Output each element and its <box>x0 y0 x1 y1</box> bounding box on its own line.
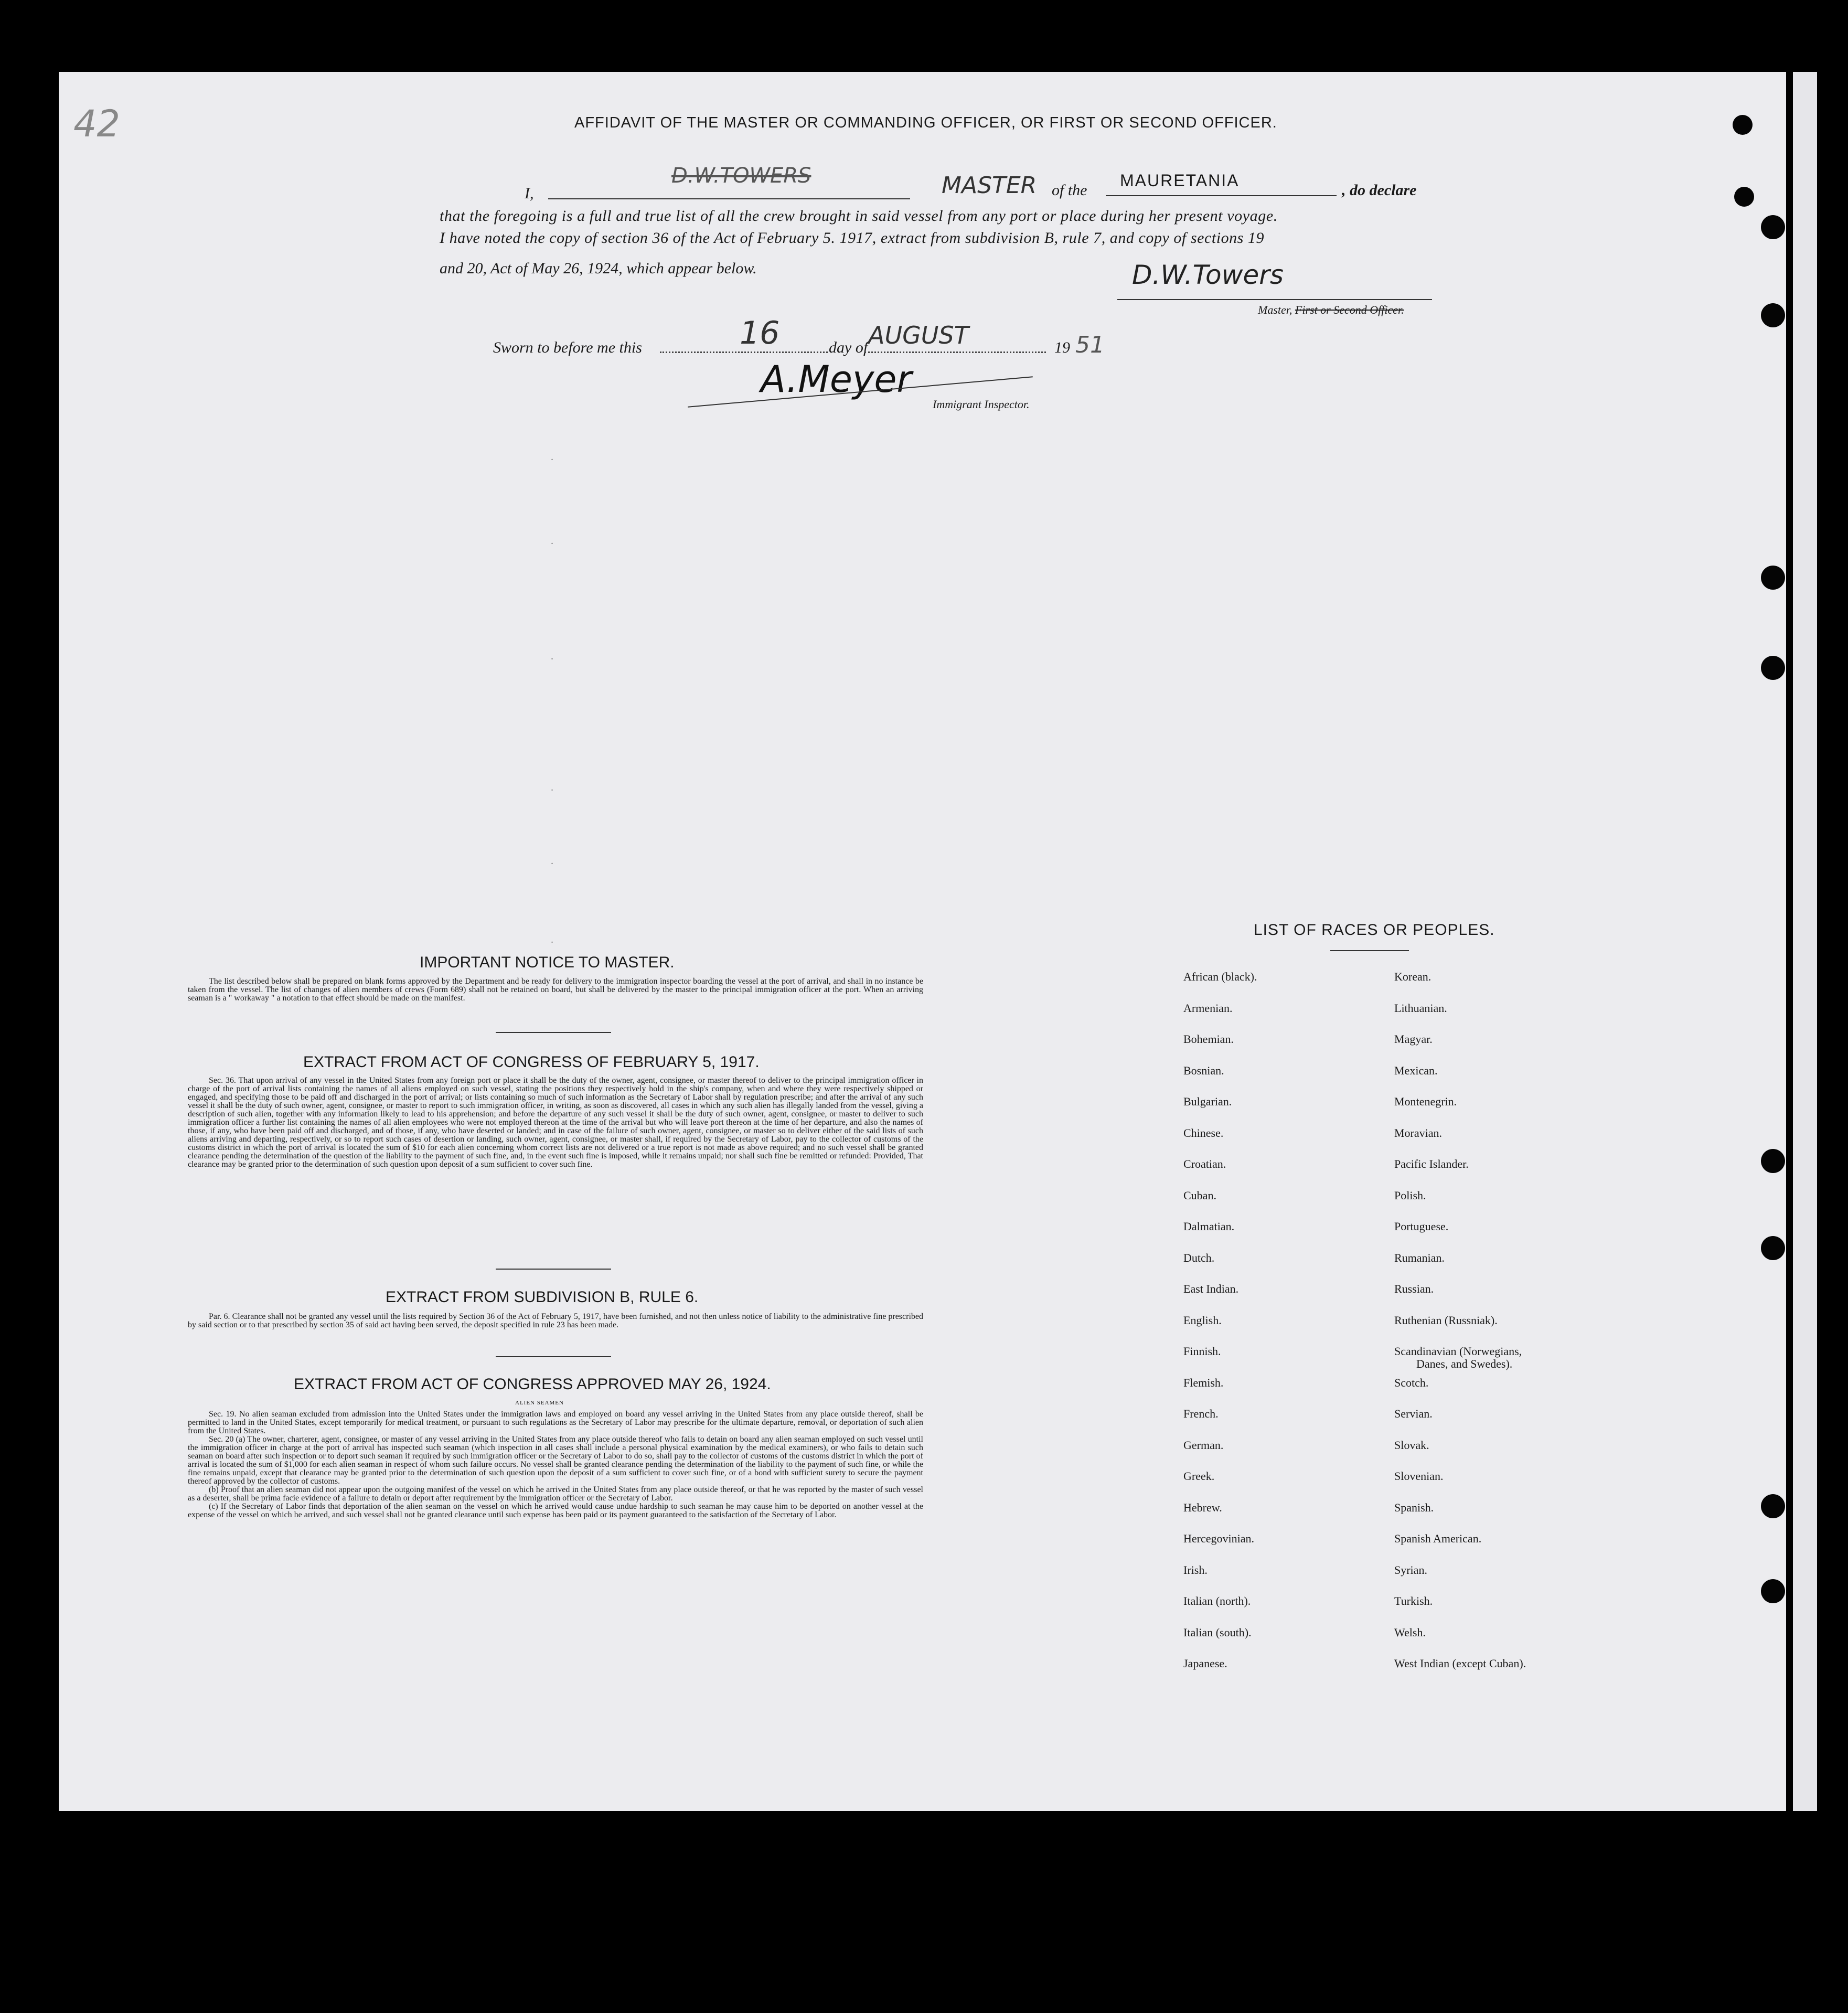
extract-1917-text <box>188 1077 923 1169</box>
race-item: African (black). <box>1183 970 1257 983</box>
master-signature: D.W.Towers <box>1132 260 1284 290</box>
par6-paragraph: Par. 6. Clearance shall not be granted any vessel until the lists required by Section 36 of the Act of February 5, 1917, have been furnished, and not then unless notice of liability to the administrative fine prescribed by said section or to that prescribed by section 35 of said act having been served, the deposit specified in rule 23 has been made. <box>188 1312 923 1329</box>
year-prefix: 19 <box>1054 339 1070 356</box>
race-item: Bosnian. <box>1183 1064 1224 1077</box>
race-item: Rumanian. <box>1394 1251 1445 1264</box>
divider <box>496 1032 611 1033</box>
affidavit-line-4: and 20, Act of May 26, 1924, which appear below. <box>440 260 757 277</box>
master-role: MASTER <box>942 172 1037 199</box>
race-item: Dalmatian. <box>1183 1220 1235 1233</box>
binder-hole <box>1761 1149 1785 1173</box>
race-item: Syrian. <box>1394 1563 1427 1577</box>
extract-1917-title: EXTRACT FROM ACT OF CONGRESS OF FEBRUARY 5, 1917. <box>303 1053 760 1071</box>
signature-line <box>1117 299 1432 300</box>
race-item: Korean. <box>1394 970 1432 983</box>
faint-mark: . <box>551 451 553 463</box>
binder-hole <box>1761 656 1785 680</box>
divider <box>496 1356 611 1357</box>
race-item: Lithuanian. <box>1394 1002 1447 1015</box>
affidavit-line-2: that the foregoing is a full and true list of all the crew brought in said vessel from any port or place during her present voyage. <box>440 207 1278 225</box>
caption-master: Master, <box>1258 303 1292 316</box>
race-item: West Indian (except Cuban). <box>1394 1657 1526 1670</box>
race-item: Scotch. <box>1394 1376 1429 1389</box>
master-name: D.W.TOWERS <box>671 164 811 188</box>
race-item: Spanish. <box>1394 1501 1434 1514</box>
race-item-continued: Danes, and Swedes). <box>1416 1357 1513 1370</box>
extract-1924-title: EXTRACT FROM ACT OF CONGRESS APPROVED MAY 26, 1924. <box>294 1376 771 1393</box>
binder-hole <box>1734 187 1754 207</box>
notice-text <box>188 977 923 1003</box>
race-item: Flemish. <box>1183 1376 1224 1389</box>
race-item: Japanese. <box>1183 1657 1227 1670</box>
binder-hole <box>1733 115 1753 135</box>
signature-caption <box>1258 303 1404 317</box>
affidavit-line-3: I have noted the copy of section 36 of the Act of February 5. 1917, extract from subdivision B, rule 7, and copy of sections 19 <box>440 229 1265 247</box>
race-item: Russian. <box>1394 1282 1434 1295</box>
caption-struck: First or Second Officer. <box>1295 303 1404 316</box>
sec36-paragraph: Sec. 36. That upon arrival of any vessel in the United States from any foreign port or place it shall be the duty of the owner, agent, consignee, or master thereof to deliver to the principal immigration officer in charge of the port of arrival lists containing the names of all aliens employed on such vessel, stating the positions they respectively hold in the ship's company, when and where they were respectively shipped or engaged, and specifying those to be paid off and discharged in the port of arrival; or lists containing so much of such information as the Secretary of Labor shall by regulation prescribe; and after the arrival of any such vessel it shall be the duty of such owner, agent, consignee, or master to report to such immigration officer, in writing, as soon as discovered, all cases in which any such alien has illegally landed from the vessel, giving a description of such alien, together with any information likely to lead to his apprehension; and before the departure of any such vessel it shall be the duty of such owner, agent, consignee, or master to deliver to such immigration officer a further list containing the names of all alien employees who were not employed thereon at the time of the arrival but who will leave port thereon at the time of her departure, and also the names of those, if any, who have been paid off and discharged, and of those, if any, who have deserted or landed; and in case of the failure of such owner, agent, consignee, or master so to deliver either of the said lists of such aliens arriving and departing, respectively, or so to report such cases of desertion or landing, such owner, agent, consignee, or master shall, if required by the Secretary of Labor, pay to the collector of customs of the customs district in which the port of arrival is located the sum of $10 for each alien concerning whom correct lists are not delivered or a true report is not made as above required; and no such vessel shall be granted clearance pending the determination of the question of the liability to the payment of such fine, and, in the event such fine is imposed, while it remains unpaid; nor shall such fine be remitted or refunded: Provided, That clearance may be granted prior to the determination of such question upon deposit of a sum sufficient to cover such fine. <box>188 1076 923 1169</box>
race-item: Servian. <box>1394 1407 1433 1420</box>
race-item: Hebrew. <box>1183 1501 1222 1514</box>
faint-mark: . <box>551 855 553 867</box>
race-item: Italian (south). <box>1183 1626 1252 1639</box>
race-item: Polish. <box>1394 1189 1426 1202</box>
binder-hole <box>1761 566 1785 590</box>
race-item: East Indian. <box>1183 1282 1239 1295</box>
notice-title: IMPORTANT NOTICE TO MASTER. <box>420 954 675 971</box>
page-number: 42 <box>73 102 121 145</box>
sec20c-paragraph: (c) If the Secretary of Labor finds that deportation of the alien seaman on the vessel on which he arrived would cause undue hardship to such seaman he may cause him to be deported on another vessel at the expense of the vessel on which he arrived, and such vessel shall not be granted clearance until such expense has been paid or its payment guaranteed to the satisfaction of the Secretary of Labor. <box>188 1502 923 1519</box>
race-item: Dutch. <box>1183 1251 1215 1264</box>
faint-mark: . <box>551 782 553 793</box>
race-item: Slovenian. <box>1394 1469 1444 1483</box>
alien-seamen-subtitle: ALIEN SEAMEN <box>515 1400 564 1406</box>
extract-rule6-title: EXTRACT FROM SUBDIVISION B, RULE 6. <box>386 1288 699 1306</box>
sworn-day-line <box>660 352 828 353</box>
race-item: French. <box>1183 1407 1219 1420</box>
races-divider <box>1330 950 1409 951</box>
notice-paragraph: The list described below shall be prepared on blank forms approved by the Department and be ready for delivery to the immigration inspector boarding the vessel at the port of arrival, and shall in no instance be taken from the vessel. The list of changes of alien members of crews (Form 689) shall not be retained on board, but shall be delivered by the master to the principal immigration officer at the port. When an arriving seaman is a " workaway " a notation to that effect should be made on the manifest. <box>188 977 923 1003</box>
race-item: Bulgarian. <box>1183 1095 1232 1108</box>
sworn-month: AUGUST <box>868 321 969 349</box>
sec20b-paragraph: (b) Proof that an alien seaman did not appear upon the outgoing manifest of the vessel on which he arrived in the United States from any place outside thereof, or that he was reported by the master of such vessel as a deserter, shall be prima facie evidence of a failure to detain or deport after requirement by the immigration officer or the Secretary of Labor. <box>188 1485 923 1503</box>
vessel-underline <box>1106 195 1337 196</box>
race-item: Finnish. <box>1183 1345 1221 1358</box>
race-item: Chinese. <box>1183 1126 1224 1139</box>
vessel-name: MAURETANIA <box>1120 171 1240 190</box>
sworn-month-line <box>864 352 1046 353</box>
binder-hole <box>1761 1579 1785 1603</box>
divider <box>496 1269 611 1270</box>
sec20a-paragraph: Sec. 20 (a) The owner, charterer, agent, consignee, or master of any vessel arriving in the United States from any place outside thereof who fails to detain on board any alien seaman employed on such vessel until the immigration officer in charge at the port of arrival has inspected such seaman (which inspection in all cases shall include a personal physical examination by the medical examiners), or who fails to detain such seaman on board after such inspection or to deport such seaman if required by such immigration officer or the Secretary of Labor to do so, shall pay to the collector of customs of the customs district in which the port of arrival is located the sum of $1,000 for each alien seaman in respect of whom such failure occurs. No vessel shall be granted clearance pending the determination of the liability to the payment of such fine, or while the fine remains unpaid, except that clearance may be granted prior to the determination of such question upon the deposit of a sum sufficient to cover such fine, or of a bond with sufficient surety to secure the payment thereof approved by the collector of customs. <box>188 1435 923 1486</box>
race-item: English. <box>1183 1314 1222 1327</box>
sec19-paragraph: Sec. 19. No alien seaman excluded from admission into the United States under the immigration laws and employed on board any vessel arriving in the United States from any place outside thereof, shall be permitted to land in the United States, except temporarily for medical treatment, or pursuant to such regulations as the Secretary of Labor may prescribe for the ultimate departure, removal, or deportation of such alien from the United States. <box>188 1410 923 1435</box>
do-declare-label: , do declare <box>1342 182 1417 199</box>
binder-hole <box>1761 303 1785 327</box>
name-underline <box>548 198 910 199</box>
races-title: LIST OF RACES OR PEOPLES. <box>1254 921 1495 939</box>
race-item: Mexican. <box>1394 1064 1438 1077</box>
affidavit-i-label: I, <box>525 185 534 202</box>
race-item: Moravian. <box>1394 1126 1443 1139</box>
extract-1924-text <box>188 1410 923 1519</box>
binder-hole <box>1761 1494 1785 1518</box>
sheet-edge <box>1793 72 1817 1811</box>
extract-rule6-text <box>188 1313 923 1329</box>
race-item: Pacific Islander. <box>1394 1157 1469 1170</box>
race-item: Portuguese. <box>1394 1220 1449 1233</box>
inspector-caption: Immigrant Inspector. <box>933 398 1030 411</box>
faint-mark: . <box>551 535 553 547</box>
day-of-label: day of <box>829 339 868 356</box>
race-item: Magyar. <box>1394 1032 1433 1046</box>
race-item: German. <box>1183 1439 1224 1452</box>
race-item: Irish. <box>1183 1563 1208 1577</box>
race-item: Cuban. <box>1183 1189 1216 1202</box>
race-item: Spanish American. <box>1394 1532 1482 1545</box>
race-item: Ruthenian (Russniak). <box>1394 1314 1498 1327</box>
binder-hole <box>1761 1236 1785 1260</box>
race-item: Scandinavian (Norwegians, <box>1394 1345 1522 1358</box>
race-item: Armenian. <box>1183 1002 1233 1015</box>
sworn-label: Sworn to before me this <box>493 339 642 356</box>
inspector-signature: A.Meyer <box>761 358 912 401</box>
race-item: Montenegrin. <box>1394 1095 1457 1108</box>
faint-mark: . <box>551 651 553 662</box>
of-the-label: of the <box>1052 182 1087 199</box>
binder-hole <box>1761 215 1785 239</box>
race-item: Welsh. <box>1394 1626 1426 1639</box>
race-item: Slovak. <box>1394 1439 1429 1452</box>
race-item: Greek. <box>1183 1469 1215 1483</box>
sworn-day: 16 <box>740 315 780 352</box>
year-suffix: 51 <box>1075 332 1105 358</box>
race-item: Croatian. <box>1183 1157 1226 1170</box>
race-item: Italian (north). <box>1183 1594 1251 1607</box>
race-item: Turkish. <box>1394 1594 1433 1607</box>
race-item: Hercegovinian. <box>1183 1532 1254 1545</box>
race-item: Bohemian. <box>1183 1032 1234 1046</box>
affidavit-title: AFFIDAVIT OF THE MASTER OR COMMANDING OFFICER, OR FIRST OR SECOND OFFICER. <box>574 114 1277 131</box>
faint-mark: . <box>551 934 553 945</box>
